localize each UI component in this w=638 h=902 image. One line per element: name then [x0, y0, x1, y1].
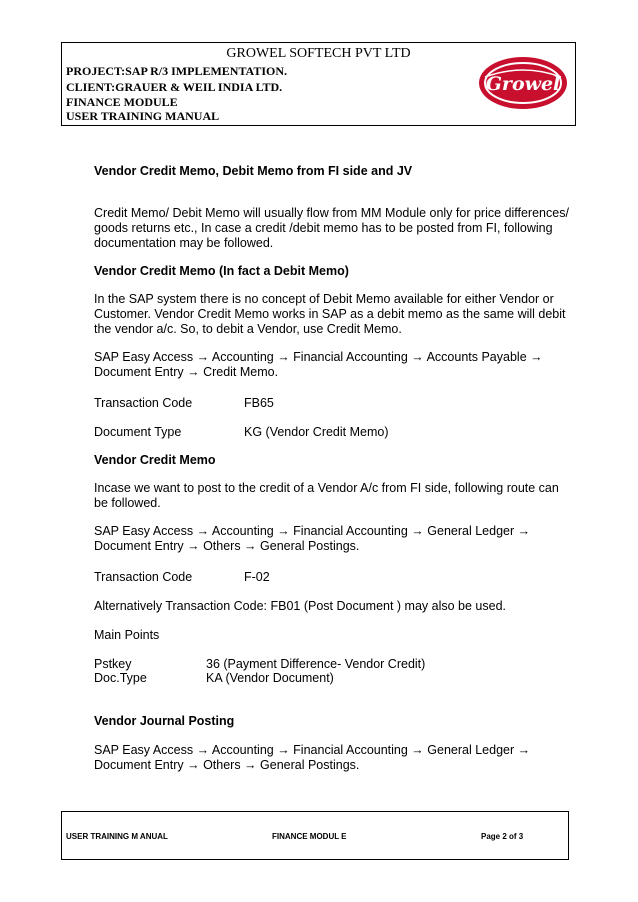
footer-manual: USER TRAINING M ANUAL	[66, 832, 168, 841]
transaction-code-row: Transaction Code FB65	[94, 396, 274, 410]
section-paragraph: Incase we want to post to the credit of a Vendor A/c from FI side, following route can be followed.	[94, 481, 559, 510]
document-title: Vendor Credit Memo, Debit Memo from FI side and JV	[94, 164, 413, 178]
section-heading: Vendor Credit Memo	[94, 453, 216, 467]
main-points-label: Main Points	[94, 628, 160, 642]
menu-path: SAP Easy Access → Accounting → Financial Accounting → Accounts Payable → Document Entry → Credit Memo.	[94, 350, 543, 379]
company-name: GROWEL SOFTECH PVT LTD	[226, 46, 411, 61]
section-paragraph: In the SAP system there is no concept of Debit Memo available for either Vendor or Customer. Vendor Credit Memo works in SAP as a debit memo as the same will debit the vendor a/c. So, to debit a Vendor, use Credit Memo.	[94, 292, 566, 336]
header-project: PROJECT:SAP R/3 IMPLEMENTATION.	[66, 64, 288, 78]
section-heading: Vendor Journal Posting	[94, 714, 235, 728]
logo-text: Growel	[485, 73, 561, 95]
header-client: CLIENT:GRAUER & WEIL INDIA LTD.	[66, 80, 283, 94]
header-module: FINANCE MODULE	[66, 95, 178, 109]
menu-path: SAP Easy Access → Accounting → Financial Accounting → General Ledger → Document Entry → Others → General Postings.	[94, 524, 531, 553]
growel-logo	[477, 55, 569, 111]
document-type-row: Document Type KG (Vendor Credit Memo)	[94, 425, 389, 439]
page-number: Page 2 of 3	[481, 832, 524, 841]
page-footer	[61, 811, 569, 860]
pstkey-row: Pstkey 36 (Payment Difference- Vendor Credit)	[94, 657, 426, 671]
doc-type-row: Doc.Type KA (Vendor Document)	[94, 671, 334, 685]
alternative-transaction-code: Alternatively Transaction Code: FB01 (Post Document ) may also be used.	[94, 599, 506, 613]
page-header	[61, 42, 576, 126]
section-heading: Vendor Credit Memo (In fact a Debit Memo)	[94, 264, 349, 278]
intro-paragraph: Credit Memo/ Debit Memo will usually flow from MM Module only for price differences/ goods returns etc., In case a credit /debit memo has to be posted from FI, following documentation may be followed.	[94, 206, 569, 250]
menu-path: SAP Easy Access → Accounting → Financial Accounting → General Ledger → Document Entry → Others → General Postings.	[94, 743, 531, 772]
footer-module: FINANCE MODUL E	[272, 832, 347, 841]
transaction-code-row: Transaction Code F-02	[94, 570, 270, 584]
header-manual: USER TRAINING MANUAL	[66, 109, 220, 123]
